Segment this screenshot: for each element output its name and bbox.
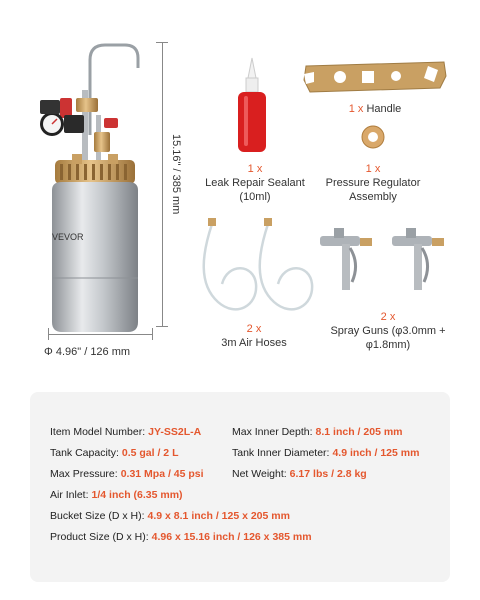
sealant-bottle-image (234, 56, 270, 156)
accessory-air-hoses-label: 3m Air Hoses (221, 337, 287, 349)
spec-value: JY-SS2L-A (148, 426, 202, 438)
spec-key: Max Inner Depth: (232, 426, 313, 438)
height-dimension-line (162, 42, 163, 326)
accessory-spray-guns (318, 310, 458, 352)
pressure-tank-illustration (20, 20, 170, 340)
pressure-tank-image (20, 20, 170, 340)
spec-key: Net Weight: (232, 468, 287, 480)
accessory-handle (330, 102, 420, 116)
spec-value: 8.1 inch / 205 mm (315, 426, 403, 438)
handle-wrench-image (300, 58, 450, 96)
diameter-dimension-line (48, 334, 152, 335)
accessory-handle-qty: 1 x (348, 103, 364, 115)
regulator-washer-illustration (360, 124, 386, 150)
spec-tank-capacity (50, 447, 178, 459)
spec-value: 4.9 inch / 125 mm (332, 447, 420, 459)
diameter-dimension-left-tick (48, 328, 49, 340)
spec-value: 0.31 Mpa / 45 psi (120, 468, 204, 480)
brand-mark: VEVOR (52, 232, 84, 242)
spec-key: Item Model Number: (50, 426, 146, 438)
spec-value: 6.17 lbs / 2.8 kg (289, 468, 367, 480)
diameter-dimension-label: Φ 4.96" / 126 mm (44, 346, 131, 358)
air-hoses-image (198, 214, 318, 319)
spec-net-weight (232, 468, 367, 480)
spec-value: 0.5 gal / 2 L (121, 447, 179, 459)
spec-key: Tank Capacity: (50, 447, 119, 459)
spec-item-model (50, 426, 201, 438)
spec-key: Max Pressure: (50, 468, 118, 480)
height-dimension-label: 15.16" / 385 mm (170, 134, 182, 215)
spec-max-inner-depth (232, 426, 403, 438)
spec-bucket-size (50, 510, 290, 522)
spec-card (30, 392, 450, 582)
spec-product-size (50, 531, 312, 543)
accessory-regulator (318, 162, 428, 204)
accessory-regulator-qty: 1 x (365, 163, 381, 175)
height-dimension-bottom-tick (156, 326, 168, 327)
spray-guns-illustration (312, 224, 462, 304)
spec-tank-inner-diameter (232, 447, 419, 459)
spec-max-pressure (50, 468, 204, 480)
regulator-washer-image (360, 124, 386, 150)
handle-wrench-illustration (300, 58, 450, 96)
accessory-sealant-qty: 1 x (247, 163, 263, 175)
spec-key: Tank Inner Diameter: (232, 447, 330, 459)
spray-guns-image (312, 224, 462, 304)
height-dimension-top-tick (156, 42, 168, 43)
diameter-dimension-right-tick (152, 328, 153, 340)
spec-key: Product Size (D x H): (50, 531, 149, 543)
accessory-regulator-label: Pressure Regulator Assembly (325, 177, 421, 203)
accessory-sealant-label: Leak Repair Sealant (10ml) (205, 177, 305, 203)
spec-key: Bucket Size (D x H): (50, 510, 145, 522)
sealant-bottle-illustration (234, 56, 270, 156)
accessory-air-hoses (204, 322, 304, 350)
spec-air-inlet (50, 489, 183, 501)
spec-value: 4.9 x 8.1 inch / 125 x 205 mm (147, 510, 290, 522)
accessory-spray-guns-label: Spray Guns (φ3.0mm + φ1.8mm) (330, 325, 446, 351)
accessory-air-hoses-qty: 2 x (246, 323, 262, 335)
spec-key: Air Inlet: (50, 489, 89, 501)
spec-value: 4.96 x 15.16 inch / 126 x 385 mm (151, 531, 312, 543)
spec-value: 1/4 inch (6.35 mm) (91, 489, 183, 501)
accessory-handle-label: Handle (366, 103, 402, 115)
air-hoses-illustration (198, 214, 318, 319)
accessory-spray-guns-qty: 2 x (380, 311, 396, 323)
accessory-sealant (200, 162, 310, 204)
